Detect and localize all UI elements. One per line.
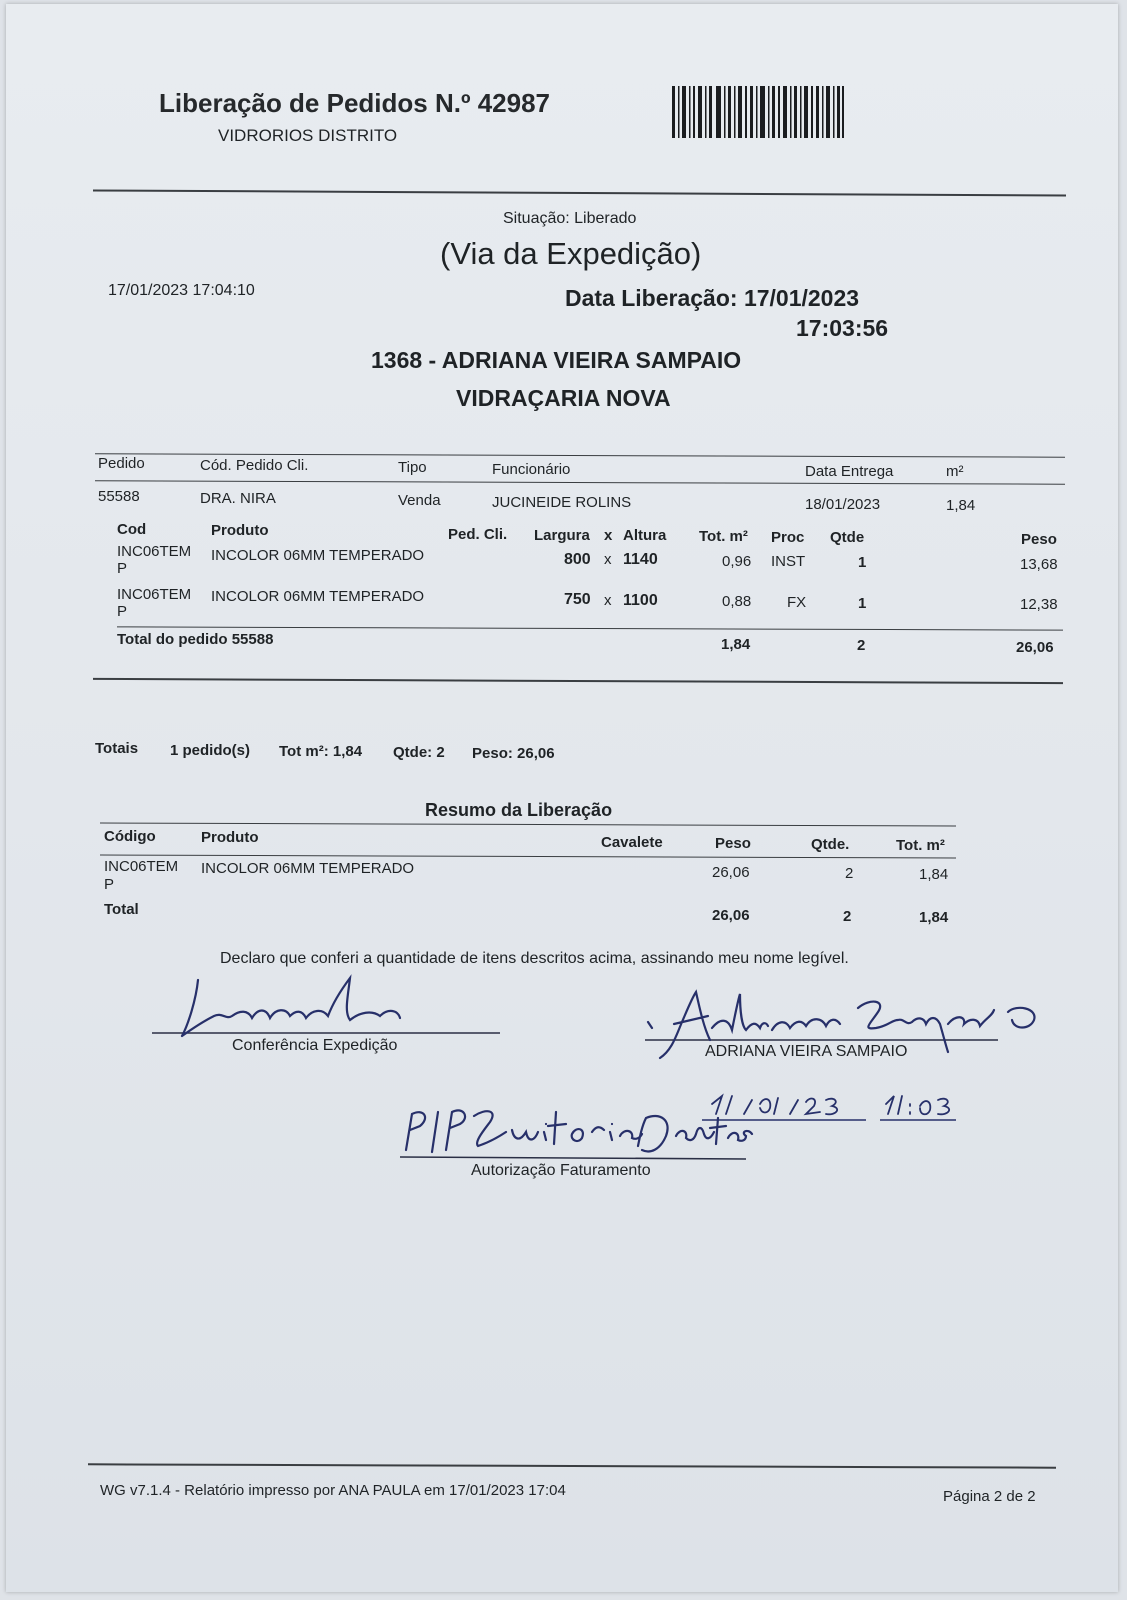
order-total-label: Total do pedido 55588 [117, 631, 274, 648]
cliente-signature-label: ADRIANA VIEIRA SAMPAIO [705, 1043, 908, 1060]
via-label: (Via da Expedição) [440, 236, 702, 271]
resumo-total-label: Total [104, 901, 139, 918]
resumo-row-codigo-suffix: P [104, 876, 115, 893]
autorizacao-label: Autorização Faturamento [471, 1162, 651, 1179]
resumo-row-produto: INCOLOR 06MM TEMPERADO [201, 860, 415, 877]
resumo-title: Resumo da Liberação [425, 800, 613, 820]
totais-peso: Peso: 26,06 [472, 745, 555, 762]
items-header-produto: Produto [211, 522, 269, 539]
order-total-m2: 1,84 [721, 636, 751, 653]
item-2-qtde: 1 [858, 595, 867, 612]
document-title: Liberação de Pedidos N.º 42987 [159, 88, 550, 118]
resumo-row-codigo: INC06TEM [104, 858, 179, 875]
item-1-tot-m2: 0,96 [722, 553, 752, 570]
order-cod-cli: DRA. NIRA [200, 490, 276, 507]
items-header-peso: Peso [1021, 531, 1057, 548]
items-header-proc: Proc [771, 529, 805, 546]
items-header-largura: Largura [534, 527, 590, 544]
resumo-row-peso: 26,06 [712, 864, 750, 881]
item-1-cod-suffix: P [117, 560, 128, 577]
items-header-tot-m2: Tot. m² [699, 528, 748, 545]
items-header-cod: Cod [117, 521, 147, 538]
item-2-altura: 1100 [623, 592, 658, 609]
order-header-cod-cli: Cód. Pedido Cli. [200, 457, 309, 474]
resumo-total-qtde: 2 [843, 908, 852, 925]
order-data-entrega: 18/01/2023 [805, 496, 881, 513]
order-header-tipo: Tipo [398, 459, 427, 476]
totais-m2: Tot m²: 1,84 [279, 743, 363, 760]
resumo-header-cavalete: Cavalete [601, 834, 663, 851]
resumo-header-qtde: Qtde. [811, 836, 850, 853]
company-name: VIDRORIOS DISTRITO [218, 126, 398, 145]
printed-timestamp: 17/01/2023 17:04:10 [108, 282, 255, 299]
resumo-header-produto: Produto [201, 829, 259, 846]
items-header-ped-cli: Ped. Cli. [448, 526, 508, 543]
order-total-peso: 26,06 [1016, 639, 1054, 656]
items-header-altura: Altura [623, 527, 667, 544]
order-header-m2: m² [946, 463, 964, 480]
resumo-header-codigo: Código [104, 828, 156, 845]
store-name: VIDRAÇARIA NOVA [456, 385, 671, 411]
resumo-total-tot-m2: 1,84 [919, 909, 949, 926]
item-1-proc: INST [771, 553, 806, 570]
resumo-header-tot-m2: Tot. m² [896, 837, 945, 854]
item-2-largura: 750 [564, 591, 591, 608]
resumo-row-tot-m2: 1,84 [919, 866, 949, 883]
item-2-proc: FX [787, 594, 807, 611]
item-2-tot-m2: 0,88 [722, 593, 752, 610]
release-time: 17:03:56 [796, 315, 889, 341]
item-2-x: x [604, 592, 612, 609]
order-funcionario: JUCINEIDE ROLINS [492, 494, 632, 511]
item-2-peso: 12,38 [1020, 596, 1058, 613]
item-2-cod: INC06TEM [117, 586, 192, 603]
order-header-pedido: Pedido [98, 455, 145, 472]
item-1-largura: 800 [564, 551, 591, 568]
footer-text: WG v7.1.4 - Relatório impresso por ANA PAULA em 17/01/2023 17:04 [100, 1482, 566, 1499]
order-tipo: Venda [398, 492, 441, 509]
items-header-x: x [604, 527, 613, 544]
resumo-header-peso: Peso [715, 835, 751, 852]
item-1-peso: 13,68 [1020, 556, 1058, 573]
order-header-data-entrega: Data Entrega [805, 463, 894, 480]
declaration-text: Declaro que conferi a quantidade de itens descritos acima, assinando meu nome legível. [220, 950, 849, 967]
barcode-icon [672, 86, 844, 138]
order-total-qtde: 2 [857, 637, 866, 654]
item-1-altura: 1140 [623, 551, 658, 568]
resumo-row-qtde: 2 [845, 865, 854, 882]
totais-label: Totais [95, 740, 139, 757]
item-2-produto: INCOLOR 06MM TEMPERADO [211, 588, 425, 605]
totais-qtde: Qtde: 2 [393, 744, 445, 761]
conferencia-label: Conferência Expedição [232, 1037, 398, 1054]
item-1-cod: INC06TEM [117, 543, 192, 560]
status-text: Situação: Liberado [503, 210, 637, 227]
order-header-funcionario: Funcionário [492, 461, 571, 478]
client-name: 1368 - ADRIANA VIEIRA SAMPAIO [371, 347, 742, 373]
item-1-qtde: 1 [858, 554, 867, 571]
order-m2: 1,84 [946, 497, 976, 514]
page-number: Página 2 de 2 [943, 1488, 1036, 1505]
totais-pedidos: 1 pedido(s) [170, 742, 251, 759]
resumo-total-peso: 26,06 [712, 907, 750, 924]
release-date: Data Liberação: 17/01/2023 [565, 285, 860, 311]
items-header-qtde: Qtde [830, 529, 865, 546]
item-1-produto: INCOLOR 06MM TEMPERADO [211, 547, 425, 564]
order-pedido: 55588 [98, 488, 140, 505]
item-1-x: x [604, 551, 612, 568]
item-2-cod-suffix: P [117, 603, 128, 620]
